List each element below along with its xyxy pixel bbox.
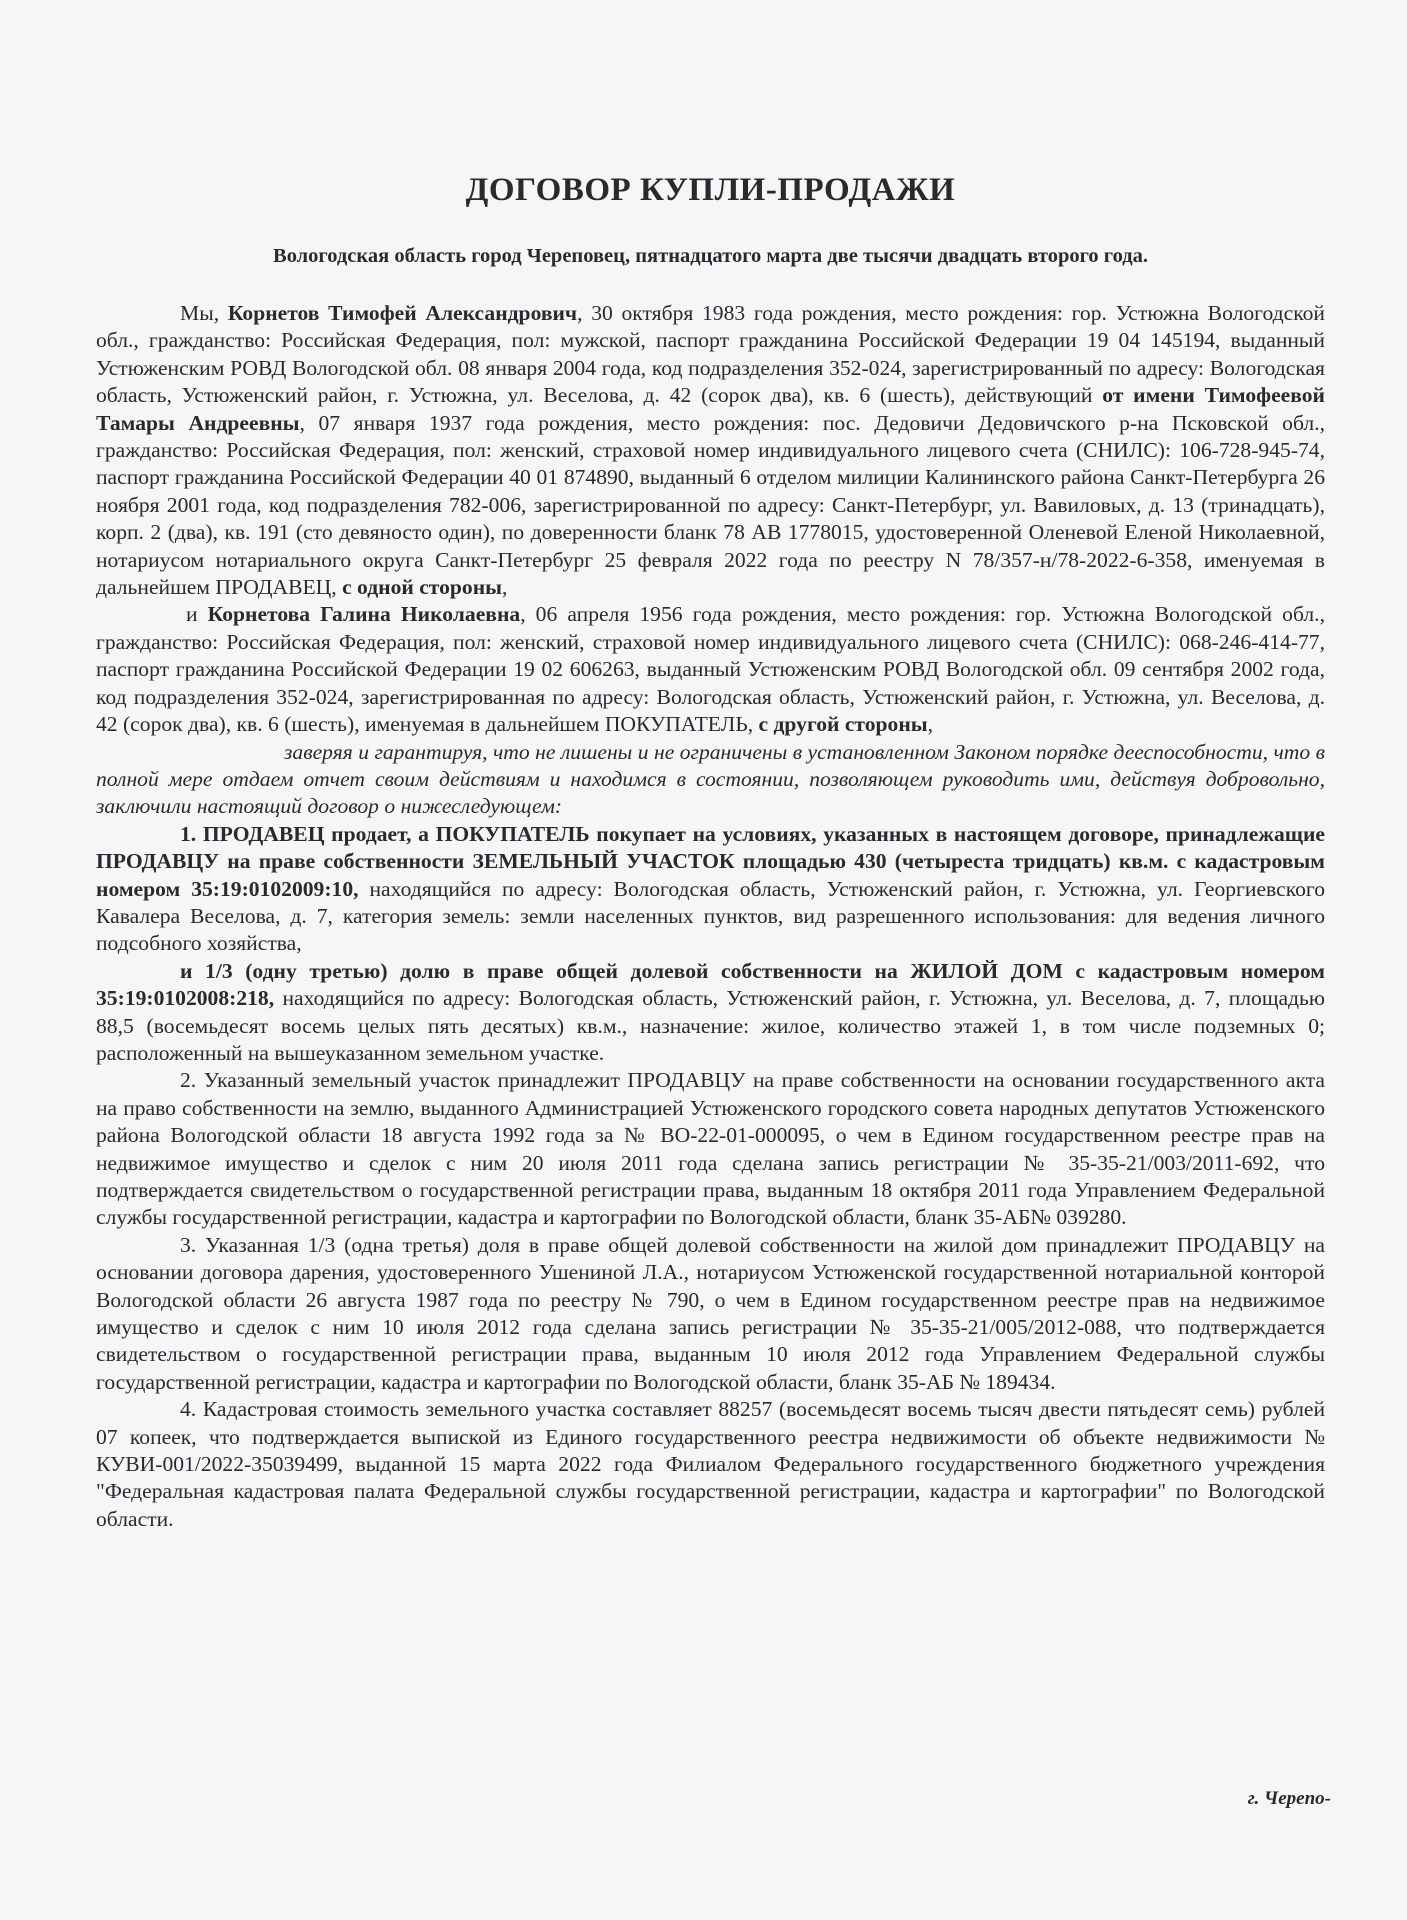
text-span: Мы, [180,301,228,325]
seller-representative-name: Корнетов Тимофей Александрович [227,301,578,325]
document-body [96,300,1325,1533]
document-title: ДОГОВОР КУПЛИ-ПРОДАЖИ [465,172,956,208]
text-span: , 06 апреля 1956 года рождения, место рождения: гор. Устюжна Вологодской обл., гражданство: Российская Федерация, пол: женский, страховой номер индивидуального лицевого счета (СНИЛС): 068-246-414-77, паспорт гражданина Российской Федерации 19 02 606263, выданный Устюженским РОВД Вологодской обл. 09 сентября 2002 года, код подразделения 352-024, зарегистрированная по адресу: Вологодская область, Устюженский район, г. Устюжна, ул. Веселова, д. 42 (сорок два), кв. 6 (шесть), именуемая в дальнейшем ПОКУПАТЕЛЬ, [96,602,1325,737]
seller-name: от имени Тимофеевой Тамары Андреевны [96,383,1325,435]
text-span: находящийся по адресу: Вологодская область, Устюженский район, г. Устюжна, ул. Георгиевского Кавалера Веселова, д. 7, категория земель: земли населенных пунктов, вид разрешенного использования: для ведения личного подсобного хозяйства, [96,876,1325,956]
page-footer-text: г. Черепо- [1247,1788,1331,1809]
text-span: и [186,602,208,627]
text-span: , 07 января 1937 года рождения, место рождения: пос. Дедовичи Дедовичского р-на Псковской обл., гражданство: Российская Федерация, пол: женский, страховой номер индивидуального лицевого счета (СНИЛС): 106-728-945-74, паспорт гражданина Российской Федерации 40 01 874890, выданный 6 отделом милиции Калининского района Санкт-Петербурга 26 ноября 2001 года, код подразделения 782-006, зарегистрированной по адресу: Санкт-Петербург, ул. Вавиловых, д. 13 (тринадцать), корп. 2 (два), кв. 191 (сто девяносто один), по доверенности бланк 78 АВ 1778015, удостоверенной Оленевой Еленой Николаевной, нотариусом нотариального округа Санкт-Петербург 25 февраля 2022 года по реестру N 78/357-н/78-2022-6-358, именуемая в дальнейшем ПРОДАВЕЦ, [96,410,1326,600]
house-share-bold: и 1/3 (одну третью) долю в праве общей долевой собственности на ЖИЛОЙ ДОМ с кадастровым номером 35:19:0102008:218, [96,958,1325,1011]
paragraph-parties-buyer [96,601,1325,738]
text-span: , [502,575,508,600]
one-side-label: с одной стороны [342,575,503,600]
clause-1-land [96,821,1325,958]
buyer-name: Корнетова Галина Николаевна [207,602,521,627]
other-side-label: с другой стороны [758,712,928,737]
paragraph-parties-seller [96,300,1325,601]
text-span: находящийся по адресу: Вологодская область, Устюженский район, г. Устюжна, ул. Веселова, д. 7, площадью 88,5 (восемьдесят восемь целых пять десятых) кв.м., назначение: жилое, количество этажей 1, в том числе подземных 0; расположенный на вышеуказанном земельном участке. [96,986,1325,1065]
text-span: , [927,712,934,737]
text-span: , 30 октября 1983 года рождения, место рождения: гор. Устюжна Вологодской обл., гражданство: Российская Федерация, пол: мужской, паспорт гражданина Российской Федерации 19 04 145194, выданный Устюженским РОВД Вологодской обл. 08 января 2004 года, код подразделения 352-024, зарегистрированный по адресу: Вологодская область, Устюженский район, г. Устюжна, ул. Веселова, д. 42 (сорок два), кв. 6 (шесть), действующий [96,301,1325,408]
paragraph-assurance: заверяя и гарантируя, что не лишены и не ограничены в установленном Законом порядке дееспособности, что в полной мере отдаем отчет своим действиям и находимся в состоянии, позволяющем руководить ими, действуя добровольно, заключили настоящий договор о нижеследующем: [96,739,1325,819]
clause-1-house [96,958,1325,1068]
clause-1-bold: 1. ПРОДАВЕЦ продает, а ПОКУПАТЕЛЬ покупает на условиях, указанных в настоящем договоре, принадлежащие ПРОДАВЦУ на праве собственности ЗЕМЕЛЬНЫЙ УЧАСТОК площадью 430 (четыреста тридцать) кв.м. с кадастровым номером 35:19:0102009:10, [96,821,1325,901]
clause-2: 2. Указанный земельный участок принадлежит ПРОДАВЦУ на праве собственности на основании государственного акта на право собственности на землю, выданного Администрацией Устюженского городского совета народных депутатов Устюженского района Вологодской области 18 августа 1992 года за № ВО-22-01-000095, о чем в Едином государственном реестре прав на недвижимое имущество и сделок с ним 20 июля 2011 года сделана запись регистрации № 35-35-21/003/2011-692, что подтверждается свидетельством о государственной регистрации права, выданным 18 октября 2011 года Управлением Федеральной службы государственной регистрации, кадастра и картографии по Вологодской области, бланк 35-АБ№ 039280. [96,1068,1325,1230]
clause-4: 4. Кадастровая стоимость земельного участка составляет 88257 (восемьдесят восемь тысяч двести пятьдесят семь) рублей 07 копеек, что подтверждается выпиской из Единого государственного реестра недвижимости об объекте недвижимости № КУВИ-001/2022-35039499, выданной 15 марта 2022 года Филиалом Федерального государственного бюджетного учреждения "Федеральная кадастровая палата Федеральной службы государственной регистрации, кадастра и картографии" по Вологодской области. [96,1397,1325,1531]
place-date-line: Вологодская область город Череповец, пятнадцатого марта две тысячи двадцать второго года. [273,245,1148,267]
clause-3: 3. Указанная 1/3 (одна третья) доля в праве общей долевой собственности на жилой дом принадлежит ПРОДАВЦУ на основании договора дарения, удостоверенного Ушениной Л.А., нотариусом Устюженской государственной нотариальной конторой Вологодской области 26 августа 1987 года по реестру № 790, о чем в Едином государственном реестре прав на недвижимое имущество и сделок с ним 10 июля 2012 года сделана запись регистрации № 35-35-21/005/2012-088, что подтверждается свидетельством о государственной регистрации права, выданным 10 июля 2012 года Управлением Федеральной службы государственной регистрации, кадастра и картографии по Вологодской области, бланк 35-АБ № 189434. [96,1232,1325,1394]
